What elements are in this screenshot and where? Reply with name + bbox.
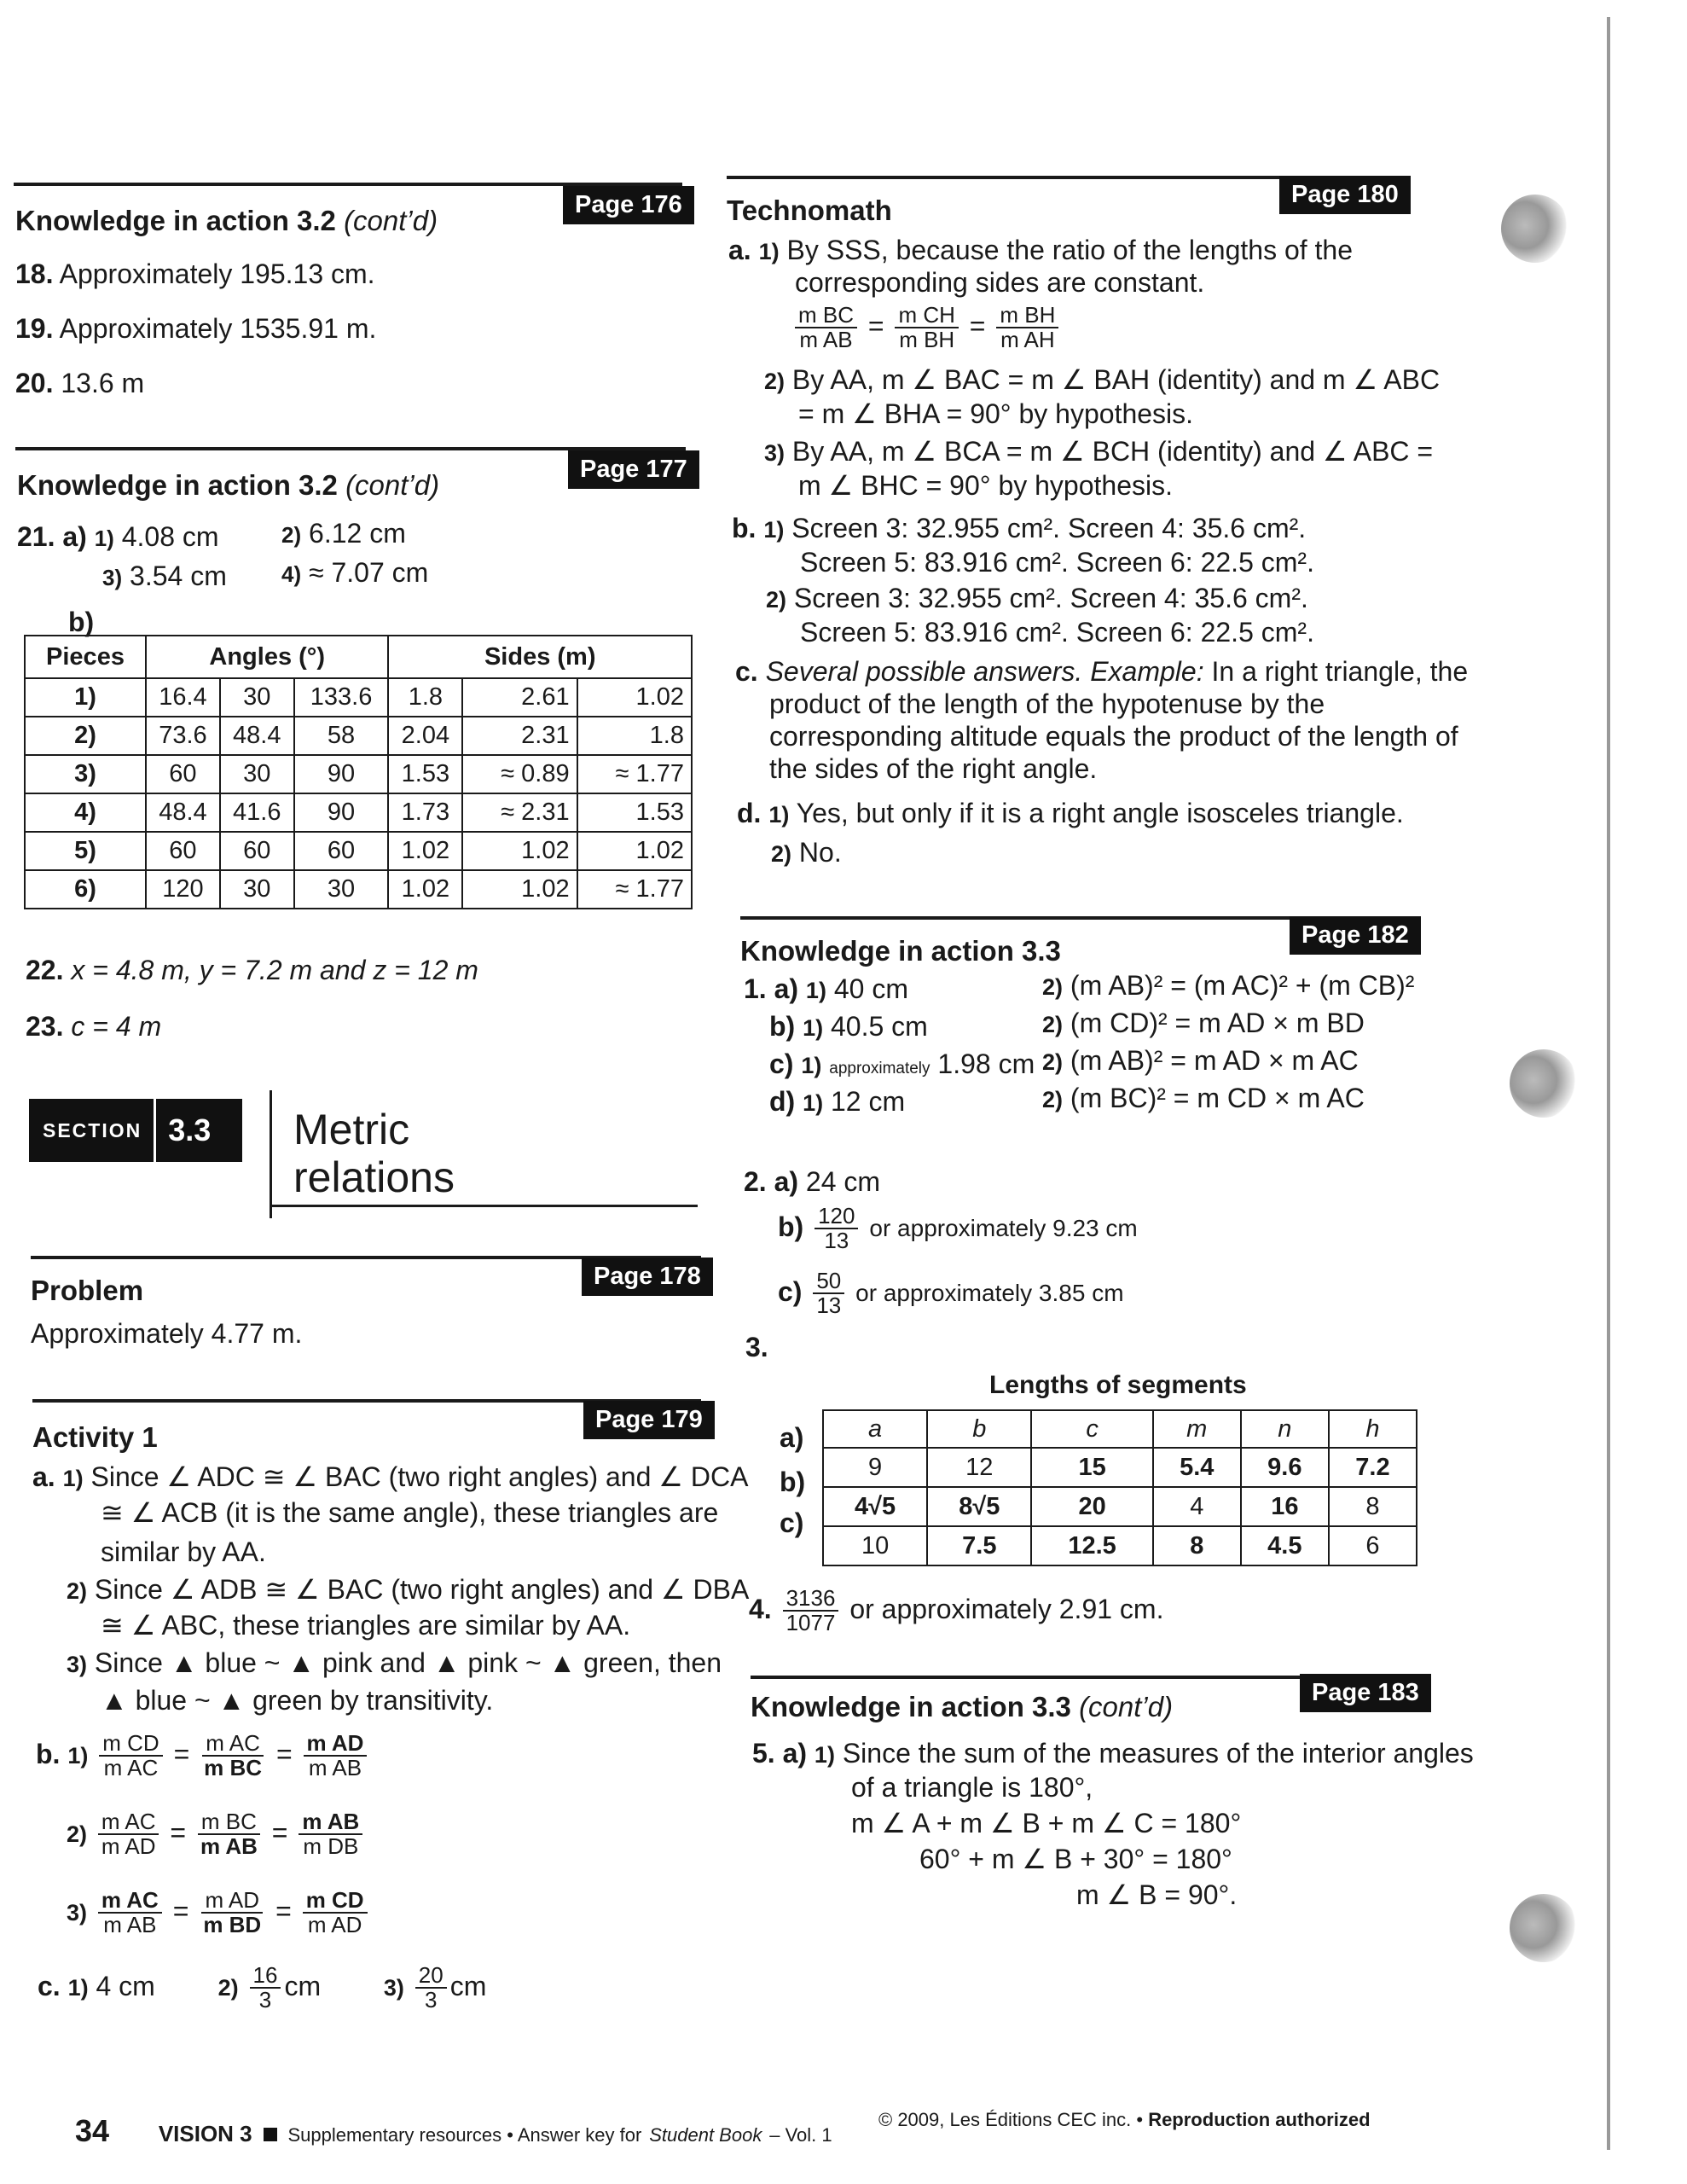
angle-cell: 30 xyxy=(220,870,294,909)
k33-q1-answer-left: b) 1) 40.5 cm xyxy=(769,1011,928,1042)
k33b-5a-line2: of a triangle is 180°, xyxy=(851,1772,1093,1803)
techno-b2-line1: 2) Screen 3: 32.955 cm². Screen 4: 35.6 cm². xyxy=(766,583,1308,613)
side-cell: 1.02 xyxy=(388,870,462,909)
segments-cell: 6 xyxy=(1329,1526,1417,1565)
techno-c-line1: c. Several possible answers. Example: In a right triangle, the xyxy=(735,656,1469,687)
segments-cell: 8 xyxy=(1153,1526,1241,1565)
angle-cell: 73.6 xyxy=(146,717,220,755)
side-cell: 2.04 xyxy=(388,717,462,755)
techno-a1-line2: corresponding sides are constant. xyxy=(795,267,1205,298)
segments-caption: Lengths of segments xyxy=(989,1371,1247,1399)
answer-20: 20. 13.6 m xyxy=(15,368,145,398)
answer-21b-label: b) xyxy=(68,607,95,637)
segments-row-label-b: b) xyxy=(780,1467,806,1497)
k33-q1-answer-right: 2) (m AB)² = (m AC)² + (m CB)² xyxy=(1042,970,1415,1001)
footer-vol: – Vol. 1 xyxy=(769,2124,832,2146)
k33-q1-answer-left: 1. a) 1) 40 cm xyxy=(744,973,908,1004)
section-divider xyxy=(154,1099,156,1162)
segments-cell: 8 xyxy=(1329,1487,1417,1526)
k33b-5a-eq1: m ∠ A + m ∠ B + m ∠ C = 180° xyxy=(851,1808,1242,1838)
k33-title: Knowledge in action 3.3 xyxy=(740,935,1061,967)
segments-cell: 7.5 xyxy=(927,1526,1031,1565)
techno-d2: 2) No. xyxy=(771,837,842,868)
section-title-176: Knowledge in action 3.2 (cont’d) xyxy=(15,205,438,236)
section-bottom-rule xyxy=(270,1205,698,1207)
footer-square-icon xyxy=(264,2128,277,2141)
segments-row xyxy=(823,1526,1417,1565)
angle-cell: 58 xyxy=(294,717,389,755)
section-vertical-rule xyxy=(270,1090,272,1218)
angle-cell: 120 xyxy=(146,870,220,909)
angle-cell: 41.6 xyxy=(220,793,294,832)
answer-21a-2: 2) 6.12 cm xyxy=(281,518,406,549)
piece-label: 1) xyxy=(25,678,146,717)
pieces-row xyxy=(25,678,692,717)
side-cell: 1.02 xyxy=(577,832,692,870)
page-tag-180: Page 180 xyxy=(1279,176,1411,214)
angle-cell: 90 xyxy=(294,793,389,832)
techno-a1-line1: a. 1) By SSS, because the ratio of the lengths of the xyxy=(728,235,1354,265)
side-cell: 2.31 xyxy=(462,717,577,755)
segments-cell: 4 xyxy=(1153,1487,1241,1526)
angle-cell: 90 xyxy=(294,755,389,793)
page-tag-176: Page 176 xyxy=(563,186,694,224)
problem-title: Problem xyxy=(31,1275,144,1306)
k33-2c: c) $\frac{50}{13}$ or approximately 3.85 cm xyxy=(778,1268,1124,1319)
segments-row xyxy=(823,1448,1417,1487)
k33-3-label: 3. xyxy=(745,1332,768,1362)
answer-21a-3: 3) 3.54 cm xyxy=(102,561,227,591)
k33-q1-answer-right: 2) (m CD)² = m AD × m BD xyxy=(1042,1008,1365,1038)
angle-cell: 60 xyxy=(220,832,294,870)
side-cell: 2.61 xyxy=(462,678,577,717)
angle-cell: 60 xyxy=(146,832,220,870)
binder-ring-middle xyxy=(1510,1049,1578,1118)
segments-row xyxy=(823,1487,1417,1526)
segments-row-label-c: c) xyxy=(780,1507,804,1538)
segments-cell: 12 xyxy=(927,1448,1031,1487)
segments-header-cell: m xyxy=(1153,1410,1241,1448)
side-cell: ≈ 2.31 xyxy=(462,793,577,832)
activity-c: c. 1) 4 cm 2) $\frac{16}{3}$ cm 3) $\frac{20}{3}$ cm xyxy=(38,1962,487,2013)
k33-q1-answer-left: d) 1) 12 cm xyxy=(769,1086,906,1117)
k33-q1-answer-right: 2) (m AB)² = m AD × m AC xyxy=(1042,1045,1359,1076)
activity-b-row1: b. 1) $\frac{\text{m CD}}{\text{m AC}}$ = $\frac{\text{m AC}}{\text{m BC}}$ = $\frac{\text{m AD}}{\text{m AB}}$ xyxy=(36,1732,370,1780)
section-number: 3.3 xyxy=(168,1112,212,1147)
angle-cell: 48.4 xyxy=(220,717,294,755)
segments-cell: 9 xyxy=(823,1448,927,1487)
footer-brand: VISION 3 xyxy=(158,2121,252,2146)
activity-b-row3: 3) $\frac{\text{m AC}}{\text{m AB}}$ = $\frac{\text{m AD}}{\text{m BD}}$ = $\frac{\text{m CD}}{\text{m AD}}$ xyxy=(67,1889,371,1937)
activity-a3-line1: 3) Since ▲ blue ~ ▲ pink and ▲ pink ~ ▲ green, then xyxy=(67,1647,722,1678)
answer-18: 18. Approximately 195.13 cm. xyxy=(15,258,375,289)
side-cell: 1.02 xyxy=(388,832,462,870)
angle-cell: 48.4 xyxy=(146,793,220,832)
page-tag-183: Page 183 xyxy=(1300,1674,1431,1712)
binder-ring-top xyxy=(1501,195,1569,263)
segments-cell: 12.5 xyxy=(1031,1526,1152,1565)
segments-cell: 7.2 xyxy=(1329,1448,1417,1487)
activity-a2-line2: ≅ ∠ ABC, these triangles are similar by AA. xyxy=(101,1610,631,1641)
binder-ring-bottom xyxy=(1510,1894,1578,1962)
side-cell: ≈ 1.77 xyxy=(577,870,692,909)
side-cell: 1.02 xyxy=(462,832,577,870)
section-badge xyxy=(29,1099,242,1162)
techno-c-line3: corresponding altitude equals the product of the length of xyxy=(769,721,1458,752)
segments-cell: 9.6 xyxy=(1241,1448,1329,1487)
segments-header-cell: c xyxy=(1031,1410,1152,1448)
k33-2a: 2. a) 24 cm xyxy=(744,1166,881,1197)
side-cell: 1.53 xyxy=(577,793,692,832)
angle-cell: 30 xyxy=(220,755,294,793)
techno-a2-line1: 2) By AA, m ∠ BAC = m ∠ BAH (identity) and m ∠ ABC xyxy=(764,364,1441,395)
segments-cell: 5.4 xyxy=(1153,1448,1241,1487)
activity-a1-line1: a. 1) Since ∠ ADC ≅ ∠ BAC (two right angles) and ∠ DCA xyxy=(32,1461,749,1492)
angle-cell: 60 xyxy=(294,832,389,870)
side-cell: 1.8 xyxy=(388,678,462,717)
page-tag-179: Page 179 xyxy=(583,1401,715,1439)
k33-q1-answer-left: c) 1) approximately 1.98 cm xyxy=(769,1048,1035,1079)
techno-a1-fractions: $\frac{\text{m BC}}{\text{m AB}}$ = $\frac{\text{m CH}}{\text{m BH}}$ = $\frac{\text{m BH}}{\text{m AH}}$ xyxy=(791,304,1062,352)
activity-a1-line3: similar by AA. xyxy=(101,1536,266,1567)
segments-cell: 10 xyxy=(823,1526,927,1565)
segments-cell: 20 xyxy=(1031,1487,1152,1526)
techno-a3-line2: m ∠ BHC = 90° by hypothesis. xyxy=(798,470,1173,501)
techno-a3-line1: 3) By AA, m ∠ BCA = m ∠ BCH (identity) and ∠ ABC = xyxy=(764,436,1434,467)
footer xyxy=(75,2112,832,2149)
piece-label: 6) xyxy=(25,870,146,909)
page-edge xyxy=(1607,17,1610,2150)
pieces-row xyxy=(25,832,692,870)
page-tag-178: Page 178 xyxy=(582,1258,713,1296)
side-cell: 1.02 xyxy=(462,870,577,909)
page-tag-182: Page 182 xyxy=(1290,916,1421,955)
section-title-177: Knowledge in action 3.2 (cont’d) xyxy=(17,469,440,501)
answer-21a-row1: 21. a) 1) 4.08 cm xyxy=(17,521,219,552)
footer-book: Student Book xyxy=(649,2124,762,2146)
footer-copyright: © 2009, Les Éditions CEC inc. • Reproduction authorized xyxy=(878,2109,1371,2130)
k33-4: 4. $\frac{3136}{1077}$ or approximately 2.91 cm. xyxy=(749,1585,1164,1636)
pieces-row xyxy=(25,870,692,909)
k33b-5a-line1: 5. a) 1) Since the sum of the measures of the interior angles xyxy=(752,1738,1474,1769)
side-cell: 1.02 xyxy=(577,678,692,717)
activity-a1-line2: ≅ ∠ ACB (it is the same angle), these triangles are xyxy=(101,1497,719,1528)
page-tag-177: Page 177 xyxy=(568,450,699,489)
techno-b2-line2: Screen 5: 83.916 cm². Screen 6: 22.5 cm². xyxy=(800,617,1314,648)
angle-cell: 16.4 xyxy=(146,678,220,717)
sides-header: Sides (m) xyxy=(388,636,692,678)
segments-header-cell: b xyxy=(927,1410,1031,1448)
techno-a2-line2: = m ∠ BHA = 90° by hypothesis. xyxy=(798,398,1194,429)
side-cell: 1.53 xyxy=(388,755,462,793)
pieces-row xyxy=(25,793,692,832)
piece-label: 2) xyxy=(25,717,146,755)
angles-header: Angles (°) xyxy=(146,636,388,678)
pieces-row xyxy=(25,755,692,793)
segments-cell: 4√5 xyxy=(823,1487,927,1526)
activity-b-row2: 2) $\frac{\text{m AC}}{\text{m AD}}$ = $\frac{\text{m BC}}{\text{m AB}}$ = $\frac{\text{m AB}}{\text{m DB}}$ xyxy=(67,1810,366,1859)
angle-cell: 60 xyxy=(146,755,220,793)
techno-b1-line1: b. 1) Screen 3: 32.955 cm². Screen 4: 35.6 cm². xyxy=(732,513,1307,543)
piece-label: 4) xyxy=(25,793,146,832)
activity-a2-line1: 2) Since ∠ ADB ≅ ∠ BAC (two right angles) and ∠ DBA xyxy=(67,1574,750,1605)
k33-2b: b) $\frac{120}{13}$ or approximately 9.23 cm xyxy=(778,1203,1138,1254)
piece-label: 5) xyxy=(25,832,146,870)
angle-cell: 30 xyxy=(294,870,389,909)
angle-cell: 133.6 xyxy=(294,678,389,717)
pieces-table xyxy=(24,635,693,909)
problem-answer: Approximately 4.77 m. xyxy=(31,1318,303,1349)
k33b-5a-eq2: 60° + m ∠ B + 30° = 180° xyxy=(919,1844,1232,1874)
piece-label: 3) xyxy=(25,755,146,793)
side-cell: ≈ 1.77 xyxy=(577,755,692,793)
pieces-row xyxy=(25,717,692,755)
segments-cell: 16 xyxy=(1241,1487,1329,1526)
page-number: 34 xyxy=(75,2113,110,2148)
section-title-line1: Metric xyxy=(293,1106,410,1153)
section-title-line2: relations xyxy=(293,1153,455,1201)
technomath-title: Technomath xyxy=(727,195,892,226)
segments-header-cell: a xyxy=(823,1410,927,1448)
answer-22: 22. x = 4.8 m, y = 7.2 m and z = 12 m xyxy=(26,955,478,985)
segments-cell: 4.5 xyxy=(1241,1526,1329,1565)
side-cell: ≈ 0.89 xyxy=(462,755,577,793)
k33b-title: Knowledge in action 3.3 (cont’d) xyxy=(751,1691,1174,1722)
activity-title: Activity 1 xyxy=(32,1421,158,1453)
segments-header-row xyxy=(823,1410,1417,1448)
segments-cell: 15 xyxy=(1031,1448,1152,1487)
side-cell: 1.8 xyxy=(577,717,692,755)
k33-q1-answer-right: 2) (m BC)² = m CD × m AC xyxy=(1042,1083,1365,1113)
k33b-5a-eq3: m ∠ B = 90°. xyxy=(1076,1879,1238,1910)
answer-19: 19. Approximately 1535.91 m. xyxy=(15,313,377,344)
segments-row-label-a: a) xyxy=(780,1422,804,1453)
pieces-header: Pieces xyxy=(25,636,146,678)
answer-21a-4: 4) ≈ 7.07 cm xyxy=(281,557,429,588)
side-cell: 1.73 xyxy=(388,793,462,832)
section-label: SECTION xyxy=(43,1118,142,1141)
angle-cell: 30 xyxy=(220,678,294,717)
segments-cell: 8√5 xyxy=(927,1487,1031,1526)
techno-b1-line2: Screen 5: 83.916 cm². Screen 6: 22.5 cm². xyxy=(800,547,1314,578)
activity-a3-line2: ▲ blue ~ ▲ green by transitivity. xyxy=(101,1685,494,1716)
techno-c-line2: product of the length of the hypotenuse by the xyxy=(769,688,1325,719)
answer-23: 23. c = 4 m xyxy=(26,1011,162,1042)
segments-header-cell: n xyxy=(1241,1410,1329,1448)
techno-c-line4: the sides of the right angle. xyxy=(769,753,1098,784)
footer-resources: Supplementary resources • Answer key for xyxy=(287,2124,642,2146)
techno-d1: d. 1) Yes, but only if it is a right angle isosceles triangle. xyxy=(737,798,1404,828)
segments-table xyxy=(822,1409,1417,1566)
segments-header-cell: h xyxy=(1329,1410,1417,1448)
